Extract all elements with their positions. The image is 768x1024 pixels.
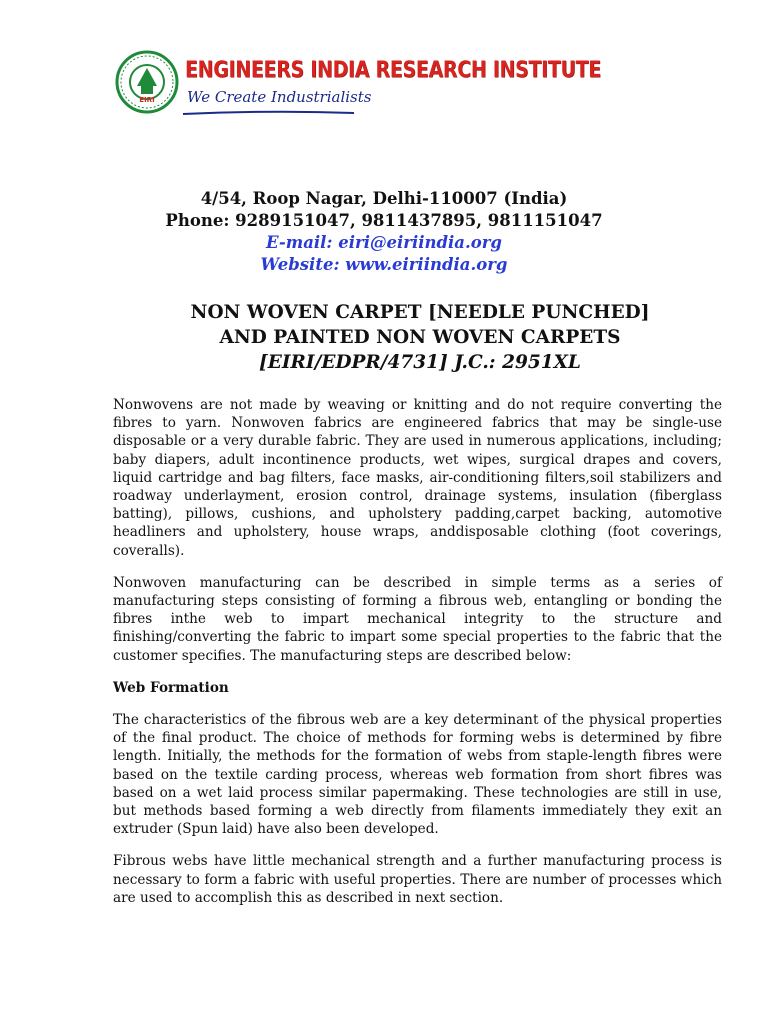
fibrous-webs-paragraph: Fibrous webs have little mechanical strength and a further manufacturing process is necessary to form a fabric with useful properties. There are number of processes which are used to accomplish this as described in next section. — [113, 853, 722, 906]
document-title — [0, 300, 768, 375]
contact-block — [0, 188, 768, 276]
organization-name: ENGINEERS INDIA RESEARCH INSTITUTE — [185, 58, 601, 83]
institute-seal-logo — [115, 50, 179, 114]
phone-numbers: Phone: 9289151047, 9811437895, 9811151047 — [165, 211, 603, 230]
address: 4/54, Roop Nagar, Delhi-110007 (India) — [200, 189, 568, 208]
tagline-underline — [181, 110, 356, 116]
manufacturing-paragraph: Nonwoven manufacturing can be described in simple terms as a series of manufacturing steps consisting of forming a fibrous web, entangling or bonding the fibres inthe web to impart mechanical integrity to the structure and finishing/converting the fabric to impart some special properties to the fabric that the customer specifies. The manufacturing steps are described below: — [113, 574, 722, 664]
title-line-2: AND PAINTED NON WOVEN CARPETS — [219, 327, 621, 348]
web-formation-paragraph: The characteristics of the fibrous web are a key determinant of the physical properties of the final product. The choice of methods for forming webs is determined by fibre length. Initially, the methods for the formation of webs from staple-length fibres were based on the textile carding process, whereas web formation from short fibres was based on a wet laid process similar papermaking. These technologies are still in use, but methods based forming a web directly from filaments immediately they exit an extruder (Spun laid) have also been developed. — [113, 712, 722, 838]
email-link[interactable]: E-mail: eiri@eiriindia.org — [266, 233, 502, 252]
intro-paragraph: Nonwovens are not made by weaving or knitting and do not require converting the fibres to yarn. Nonwoven fabrics are engineered fabrics that may be single-use disposable or a very durable fabric. They are used in numerous applications, including; baby diapers, adult incontinence products, wet wipes, surgical drapes and covers, liquid cartridge and bag filters, face masks, air-conditioning filters,soil stabilizers and roadway underlayment, erosion control, drainage systems, insulation (fiberglass batting), pillows, cushions, and upholstery padding,carpet backing, automotive headliners and upholstery, house wraps, anddisposable clothing (foot coverings, coveralls). — [113, 397, 722, 559]
title-reference-code: [EIRI/EDPR/4731] J.C.: 2951XL — [259, 352, 581, 373]
website-link[interactable]: Website: www.eiriindia.org — [260, 255, 508, 274]
document-body — [113, 396, 722, 921]
svg-text:EIRI: EIRI — [139, 96, 155, 104]
section-heading-web-formation: Web Formation — [113, 679, 229, 696]
organization-tagline: We Create Industrialists — [187, 88, 372, 106]
title-line-1: NON WOVEN CARPET [NEEDLE PUNCHED] — [190, 302, 650, 323]
letterhead — [115, 48, 601, 120]
